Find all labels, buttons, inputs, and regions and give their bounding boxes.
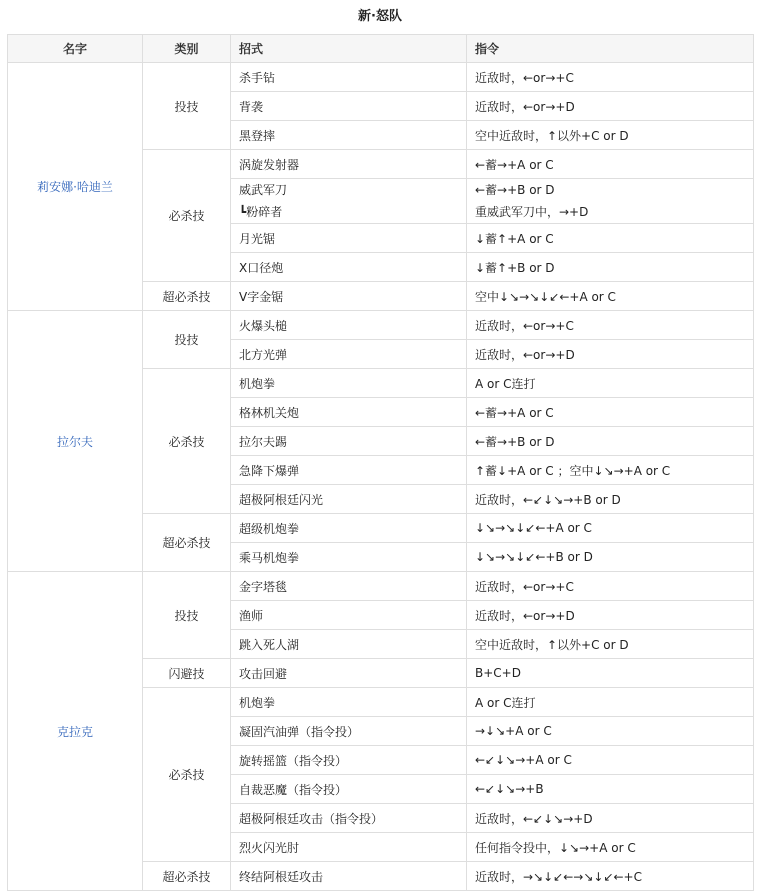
move-list-table bbox=[7, 34, 754, 891]
move-name-cell: 烈火闪光肘 bbox=[231, 833, 467, 862]
move-name-cell: 月光锯 bbox=[231, 224, 467, 253]
move-name-cell: 黑登摔 bbox=[231, 121, 467, 150]
move-name-cell: 北方光弹 bbox=[231, 340, 467, 369]
header-category: 类别 bbox=[143, 35, 231, 63]
move-command-cell: 近敌时，→↘↓↙←→↘↓↙←+C bbox=[467, 862, 754, 891]
move-command-cell: 近敌时，←or→+D bbox=[467, 92, 754, 121]
category-cell: 超必杀技 bbox=[143, 282, 231, 311]
move-command-cell bbox=[467, 179, 754, 224]
move-name-cell: 火爆头槌 bbox=[231, 311, 467, 340]
follow-up-move-name: ┗粉碎者 bbox=[239, 205, 283, 219]
move-command-cell: 空中近敌时，↑以外+C or D bbox=[467, 630, 754, 659]
move-name-cell: 急降下爆弹 bbox=[231, 456, 467, 485]
move-name-cell: 机炮拳 bbox=[231, 369, 467, 398]
move-name-cell: 终结阿根廷攻击 bbox=[231, 862, 467, 891]
move-command-cell: ←蓄→+A or C bbox=[467, 398, 754, 427]
move-command-cell: ↓↘→↘↓↙←+A or C bbox=[467, 514, 754, 543]
move-name-cell: 格林机关炮 bbox=[231, 398, 467, 427]
move-name-cell: 自裁恶魔（指令投） bbox=[231, 775, 467, 804]
header-command: 指令 bbox=[467, 35, 754, 63]
move-command-cell: ←蓄→+B or D bbox=[467, 427, 754, 456]
table-row bbox=[8, 63, 754, 92]
category-cell: 投技 bbox=[143, 311, 231, 369]
follow-up-move-command: 重威武军刀中，→+D bbox=[475, 205, 589, 219]
move-name: 威武军刀 bbox=[239, 183, 288, 197]
move-name-cell: 旋转摇篮（指令投） bbox=[231, 746, 467, 775]
move-command-cell: 任何指令投中，↓↘→+A or C bbox=[467, 833, 754, 862]
move-command-cell: →↓↘+A or C bbox=[467, 717, 754, 746]
move-name-cell: 机炮拳 bbox=[231, 688, 467, 717]
header-row bbox=[8, 35, 754, 63]
table-row bbox=[8, 572, 754, 601]
move-name-cell: 超级机炮拳 bbox=[231, 514, 467, 543]
move-name-cell: 涡旋发射器 bbox=[231, 150, 467, 179]
move-name-cell: 杀手钻 bbox=[231, 63, 467, 92]
move-name-cell bbox=[231, 179, 467, 224]
category-cell: 闪避技 bbox=[143, 659, 231, 688]
move-name-cell: X口径炮 bbox=[231, 253, 467, 282]
move-command-cell: ↓↘→↘↓↙←+B or D bbox=[467, 543, 754, 572]
move-command-cell: ←↙↓↘→+A or C bbox=[467, 746, 754, 775]
move-command-cell: 近敌时，←↙↓↘→+B or D bbox=[467, 485, 754, 514]
move-command-cell: ←蓄→+A or C bbox=[467, 150, 754, 179]
table-row bbox=[8, 311, 754, 340]
category-cell: 投技 bbox=[143, 63, 231, 150]
move-name-cell: V字金锯 bbox=[231, 282, 467, 311]
move-command-cell: 近敌时，←or→+D bbox=[467, 340, 754, 369]
character-name-link[interactable]: 克拉克 bbox=[56, 724, 93, 739]
move-command-cell: ←↙↓↘→+B bbox=[467, 775, 754, 804]
move-command-cell: 近敌时，←↙↓↘→+D bbox=[467, 804, 754, 833]
move-command-cell: 近敌时，←or→+C bbox=[467, 311, 754, 340]
move-name-cell: 超极阿根廷闪光 bbox=[231, 485, 467, 514]
move-command-cell: A or C连打 bbox=[467, 688, 754, 717]
character-name-cell bbox=[8, 311, 143, 572]
header-name: 名字 bbox=[8, 35, 143, 63]
move-name-cell: 超极阿根廷攻击（指令投） bbox=[231, 804, 467, 833]
move-command-cell: 空中↓↘→↘↓↙←+A or C bbox=[467, 282, 754, 311]
move-name-cell: 拉尔夫踢 bbox=[231, 427, 467, 456]
move-command-cell: ↑蓄↓+A or C ；空中↓↘→+A or C bbox=[467, 456, 754, 485]
category-cell: 必杀技 bbox=[143, 369, 231, 514]
move-command-cell: 近敌时，←or→+C bbox=[467, 63, 754, 92]
move-name-cell: 渔师 bbox=[231, 601, 467, 630]
move-name-cell: 金字塔毯 bbox=[231, 572, 467, 601]
move-name-cell: 凝固汽油弹（指令投） bbox=[231, 717, 467, 746]
move-name-cell: 攻击回避 bbox=[231, 659, 467, 688]
move-command-cell: B+C+D bbox=[467, 659, 754, 688]
character-name-link[interactable]: 拉尔夫 bbox=[56, 434, 93, 449]
character-name-cell bbox=[8, 63, 143, 311]
move-command-cell: 空中近敌时，↑以外+C or D bbox=[467, 121, 754, 150]
move-command-cell: ↓蓄↑+B or D bbox=[467, 253, 754, 282]
character-name-cell bbox=[8, 572, 143, 891]
table-caption: 新·怒队 bbox=[358, 9, 402, 24]
move-table-body bbox=[8, 63, 754, 891]
move-command: ←蓄→+B or D bbox=[475, 183, 555, 197]
move-name-cell: 乘马机炮拳 bbox=[231, 543, 467, 572]
move-command-cell: 近敌时，←or→+D bbox=[467, 601, 754, 630]
move-command-cell: ↓蓄↑+A or C bbox=[467, 224, 754, 253]
category-cell: 投技 bbox=[143, 572, 231, 659]
character-name-link[interactable]: 莉安娜·哈迪兰 bbox=[37, 180, 113, 194]
category-cell: 超必杀技 bbox=[143, 514, 231, 572]
move-command-cell: 近敌时，←or→+C bbox=[467, 572, 754, 601]
move-name-cell: 跳入死人湖 bbox=[231, 630, 467, 659]
category-cell: 超必杀技 bbox=[143, 862, 231, 891]
category-cell: 必杀技 bbox=[143, 150, 231, 282]
move-command-cell: A or C连打 bbox=[467, 369, 754, 398]
header-move: 招式 bbox=[231, 35, 467, 63]
move-name-cell: 背袭 bbox=[231, 92, 467, 121]
category-cell: 必杀技 bbox=[143, 688, 231, 862]
